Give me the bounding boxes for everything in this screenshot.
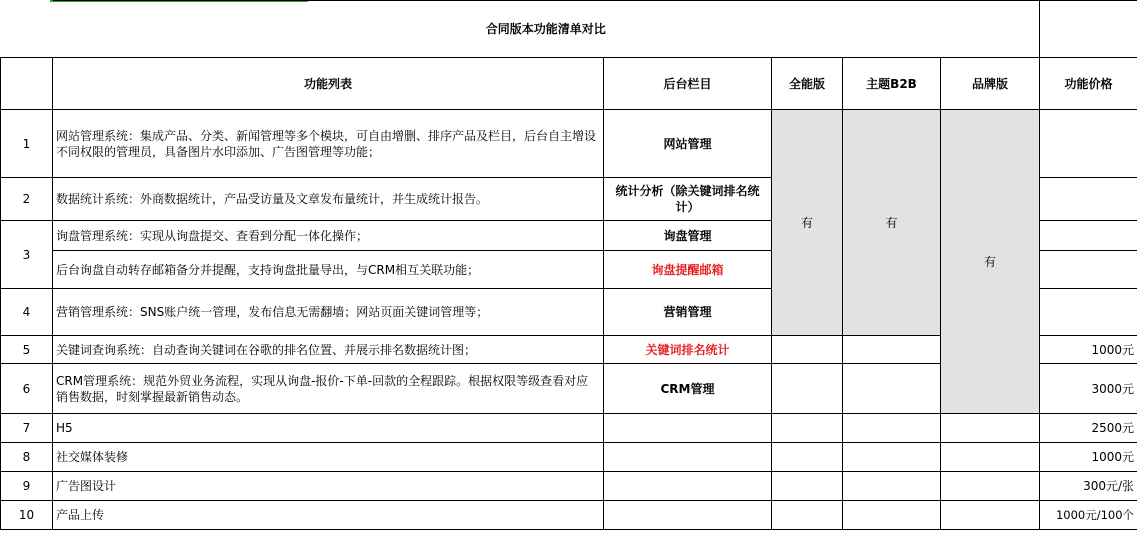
- row-number[interactable]: 9: [1, 472, 53, 501]
- backend-column[interactable]: [604, 443, 772, 472]
- backend-column[interactable]: 统计分析（除关键词排名统计）: [604, 178, 772, 221]
- feature-desc[interactable]: 数据统计系统：外商数据统计，产品受访量及文章发布量统计，并生成统计报告。: [53, 178, 604, 221]
- price-cell[interactable]: 1000元: [1040, 336, 1137, 364]
- header-brand[interactable]: 品牌版: [941, 58, 1040, 110]
- feature-desc[interactable]: H5: [53, 414, 604, 443]
- full-version-cell[interactable]: [772, 472, 843, 501]
- price-cell[interactable]: [1040, 251, 1137, 289]
- feature-desc[interactable]: 社交媒体装修: [53, 443, 604, 472]
- theme-version-cell[interactable]: [843, 414, 941, 443]
- theme-version-cell[interactable]: [843, 472, 941, 501]
- blank-cell[interactable]: [1040, 1, 1137, 58]
- full-version-cell[interactable]: [772, 414, 843, 443]
- full-version-cell[interactable]: [772, 501, 843, 530]
- row-number[interactable]: 10: [1, 501, 53, 530]
- price-cell[interactable]: 1000元: [1040, 443, 1137, 472]
- header-full[interactable]: 全能版: [772, 58, 843, 110]
- header-theme[interactable]: 主题B2B: [843, 58, 941, 110]
- brand-version-cell[interactable]: [941, 443, 1040, 472]
- feature-desc[interactable]: 营销管理系统：SNS账户统一管理，发布信息无需翻墙；网站页面关键词管理等；: [53, 289, 604, 336]
- row-number[interactable]: 4: [1, 289, 53, 336]
- feature-desc[interactable]: 产品上传: [53, 501, 604, 530]
- brand-version-cell[interactable]: [941, 501, 1040, 530]
- price-cell[interactable]: [1040, 178, 1137, 221]
- full-version-cell[interactable]: [772, 336, 843, 364]
- sheet-title[interactable]: 合同版本功能清单对比: [53, 1, 1040, 58]
- brand-version-cell[interactable]: [941, 472, 1040, 501]
- feature-desc[interactable]: 关键词查询系统：自动查询关键词在谷歌的排名位置、并展示排名数据统计图；: [53, 336, 604, 364]
- price-cell[interactable]: [1040, 110, 1137, 178]
- theme-version-cell[interactable]: [843, 443, 941, 472]
- backend-column[interactable]: [604, 414, 772, 443]
- price-cell[interactable]: 2500元: [1040, 414, 1137, 443]
- backend-column[interactable]: 营销管理: [604, 289, 772, 336]
- row-number[interactable]: 2: [1, 178, 53, 221]
- price-cell[interactable]: 3000元: [1040, 364, 1137, 414]
- feature-desc[interactable]: CRM管理系统：规范外贸业务流程，实现从询盘-报价-下单-回款的全程跟踪。根据权限等级查看对应销售数据，时刻掌握最新销售动态。: [53, 364, 604, 414]
- full-version-cell[interactable]: [772, 443, 843, 472]
- full-version-cell[interactable]: [772, 364, 843, 414]
- backend-column-highlight[interactable]: 询盘提醒邮箱: [604, 251, 772, 289]
- feature-desc[interactable]: 网站管理系统：集成产品、分类、新闻管理等多个模块，可自由增删、排序产品及栏目，后台自主增设不同权限的管理员，具备图片水印添加、广告图管理等功能；: [53, 110, 604, 178]
- row-number[interactable]: 8: [1, 443, 53, 472]
- blank-cell: [1, 1, 53, 58]
- backend-column[interactable]: [604, 501, 772, 530]
- backend-column-highlight[interactable]: 关键词排名统计: [604, 336, 772, 364]
- backend-column[interactable]: 网站管理: [604, 110, 772, 178]
- price-cell[interactable]: [1040, 221, 1137, 251]
- theme-version-cell[interactable]: [843, 364, 941, 414]
- price-cell[interactable]: 1000元/100个: [1040, 501, 1137, 530]
- header-backend[interactable]: 后台栏目: [604, 58, 772, 110]
- theme-version-has[interactable]: 有: [843, 110, 941, 336]
- backend-column[interactable]: [604, 472, 772, 501]
- brand-version-has[interactable]: 有: [941, 110, 1040, 414]
- header-no-cell[interactable]: [1, 58, 53, 110]
- header-price[interactable]: 功能价格: [1040, 58, 1137, 110]
- price-cell[interactable]: [1040, 289, 1137, 336]
- backend-column[interactable]: 询盘管理: [604, 221, 772, 251]
- brand-version-cell[interactable]: [941, 414, 1040, 443]
- header-features[interactable]: 功能列表: [53, 58, 604, 110]
- theme-version-cell[interactable]: [843, 336, 941, 364]
- row-number[interactable]: 7: [1, 414, 53, 443]
- feature-desc[interactable]: 询盘管理系统：实现从询盘提交、查看到分配一体化操作；: [53, 221, 604, 251]
- row-number[interactable]: 3: [1, 221, 53, 289]
- feature-desc[interactable]: 后台询盘自动转存邮箱备分并提醒，支持询盘批量导出，与CRM相互关联功能；: [53, 251, 604, 289]
- price-cell[interactable]: 300元/张: [1040, 472, 1137, 501]
- full-version-has[interactable]: 有: [772, 110, 843, 336]
- row-number[interactable]: 1: [1, 110, 53, 178]
- backend-column[interactable]: CRM管理: [604, 364, 772, 414]
- theme-version-cell[interactable]: [843, 501, 941, 530]
- feature-desc[interactable]: 广告图设计: [53, 472, 604, 501]
- row-number[interactable]: 5: [1, 336, 53, 364]
- row-number[interactable]: 6: [1, 364, 53, 414]
